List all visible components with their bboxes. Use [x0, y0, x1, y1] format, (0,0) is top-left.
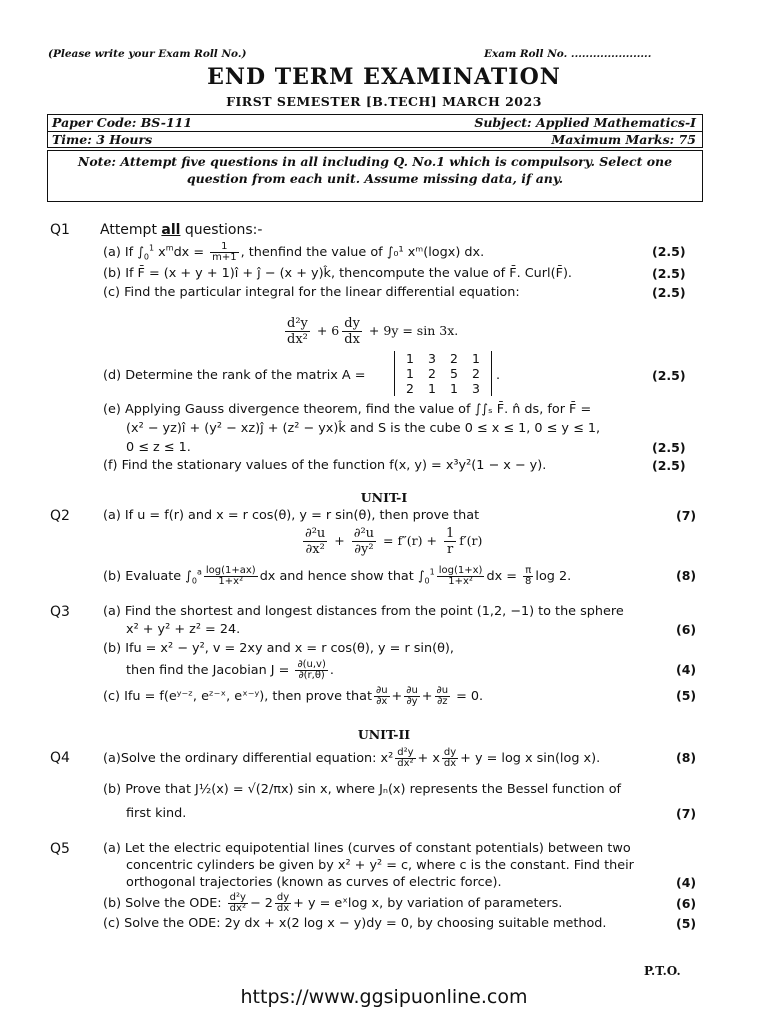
- matrix-row: [399, 351, 487, 366]
- time: Time: 3 Hours: [52, 132, 153, 147]
- q3a-marks: (6): [676, 622, 697, 637]
- q4b-line1: (b) Prove that J½(x) = √(2/πx) sin x, where Jₙ(x) represents the Bessel function of: [103, 782, 622, 797]
- q3b-line1: (b) Ifu = x² − y², v = 2xy and x = r cos(θ), y = r sin(θ),: [103, 641, 454, 656]
- matrix-cell: 3: [428, 351, 436, 366]
- q5b-marks: (6): [676, 896, 697, 911]
- q1-number: Q1: [50, 222, 70, 238]
- q3c: (c) Ifu = f(eʸ⁻ᶻ, eᶻ⁻ˣ, eˣ⁻ʸ), then prove that $\frac{\partial u}{\partial x}$ + $\frac{\partial u}{\partial y}$ + $\frac{\partial u}{\partial z}$ = 0.: [103, 685, 484, 707]
- q1e-marks: (2.5): [652, 440, 686, 455]
- website-url[interactable]: https://www.ggsipuonline.com: [240, 986, 528, 1008]
- matrix-cell: 1: [450, 381, 458, 396]
- q1f-marks: (2.5): [652, 458, 686, 473]
- q5b: (b) Solve the ODE: $\frac{\text{d²y}}{\text{dx²}}$ − 2 $\frac{dy}{dx}$ + y = eˣlog x, by variation of parameters.: [103, 892, 563, 914]
- q3a-line2: x² + y² + z² = 24.: [126, 622, 241, 637]
- matrix-cell: 1: [428, 381, 436, 396]
- q1a: (a) If $\int_0^1$ $x^mdx$ = $\frac{1}{m+1}$ , thenfind the value of ∫₀¹ xᵐ(logx) dx.: [103, 241, 485, 263]
- matrix-cell: 1: [472, 351, 480, 366]
- q3b-line2: then find the Jacobian J = $\frac{\partial(u,v)}{\partial(r,\theta)}$ .: [126, 659, 334, 681]
- matrix-cell: 2: [450, 351, 458, 366]
- q5a-line1: (a) Let the electric equipotential lines (curves of constant potentials) between two: [103, 841, 631, 856]
- q2b-marks: (8): [676, 568, 697, 583]
- q2-number: Q2: [50, 508, 70, 524]
- q4a: (a)Solve the ordinary differential equation: x² $\frac{\text{d²y}}{\text{dx²}}$ + x $\frac{dy}{dx}$ + y = log x sin(log x).: [103, 747, 601, 769]
- q5a-line2: concentric cylinders be given by x² + y² = c, where c is the constant. Find their: [126, 858, 634, 873]
- q2b: (b) Evaluate $\int_0^a$ $\frac{\log(1+ax)}{\text{1+x²}}$ dx and hence show that $\int_0^1$ $\frac{\log(1+x)}{\text{1+x²}}$ dx = $\frac{\pi}{8}$ log 2.: [103, 565, 572, 587]
- subject: Subject: Applied Mathematics-I: [474, 115, 696, 130]
- q5c-marks: (5): [676, 916, 697, 931]
- matrix-cell: 2: [428, 366, 436, 381]
- pto: P.T.O.: [644, 964, 681, 978]
- q2a-marks: (7): [676, 508, 697, 523]
- q1b-marks: (2.5): [652, 266, 686, 281]
- unit-1-heading: UNIT-I: [360, 490, 408, 505]
- q1e-line3: 0 ≤ z ≤ 1.: [126, 440, 191, 455]
- roll-label: Exam Roll No. ......................: [484, 48, 652, 60]
- q5a-marks: (4): [676, 875, 697, 890]
- q1f: (f) Find the stationary values of the function f(x, y) = x³y²(1 − x − y).: [103, 458, 547, 473]
- q5-number: Q5: [50, 841, 70, 857]
- q2a-equation: $\frac{\text{∂²u}}{\text{∂x²}}$ + $\frac{\text{∂²u}}{\text{∂y²}}$ = f″(r) + $\frac{1}{r}$ f′(r): [305, 526, 483, 557]
- q4b-line2: first kind.: [126, 806, 187, 821]
- matrix-cell: 2: [472, 366, 480, 381]
- matrix-row: [399, 366, 487, 381]
- q2a: (a) If u = f(r) and x = r cos(θ), y = r sin(θ), then prove that: [103, 508, 480, 523]
- q1d: (d) Determine the rank of the matrix A =: [103, 368, 366, 383]
- matrix-cell: 5: [450, 366, 458, 381]
- exam-subtitle: FIRST SEMESTER [B.TECH] MARCH 2023: [226, 94, 542, 109]
- matrix-cell: 3: [472, 381, 480, 396]
- q1a-marks: (2.5): [652, 244, 686, 259]
- roll-prompt: (Please write your Exam Roll No.): [48, 48, 247, 60]
- note-text: Note: Attempt five questions in all including Q. No.1 which is compulsory. Select one question from each unit. Assume missing data, if any.: [77, 154, 673, 186]
- q1c-equation: $\frac{\text{d²y}}{\text{dx²}}$ + 6 $\frac{dy}{dx}$ + 9y = sin 3x.: [287, 316, 459, 347]
- q4a-marks: (8): [676, 750, 697, 765]
- q5c: (c) Solve the ODE: 2y dx + x(2 log x − y)dy = 0, by choosing suitable method.: [103, 916, 607, 931]
- matrix-cell: 1: [406, 366, 414, 381]
- q1b: (b) If F̄ = (x + y + 1)î + ĵ − (x + y)k̂, thencompute the value of F̄. Curl(F̄).: [103, 266, 573, 281]
- matrix-row: [399, 381, 487, 396]
- q1c: (c) Find the particular integral for the linear differential equation:: [103, 285, 520, 300]
- matrix-cell: 2: [406, 381, 414, 396]
- q1e-line2: (x² − yz)î + (y² − xz)ĵ + (z² − yx)k̂ and S is the cube 0 ≤ x ≤ 1, 0 ≤ y ≤ 1,: [126, 421, 601, 436]
- q4b-marks: (7): [676, 806, 697, 821]
- paper-info-box: [47, 114, 703, 148]
- q1d-marks: (2.5): [652, 368, 686, 383]
- q1e-line1: (e) Applying Gauss divergence theorem, find the value of ∫∫ₛ F̄. n̂ ds, for F̄ =: [103, 402, 592, 417]
- q3a-line1: (a) Find the shortest and longest distances from the point (1,2, −1) to the sphere: [103, 604, 624, 619]
- q3c-marks: (5): [676, 688, 697, 703]
- q1c-marks: (2.5): [652, 285, 686, 300]
- q3b-marks: (4): [676, 662, 697, 677]
- q3-number: Q3: [50, 604, 70, 620]
- unit-2-heading: UNIT-II: [357, 727, 411, 742]
- note-box: [47, 150, 703, 202]
- q5a-line3: orthogonal trajectories (known as curves of electric force).: [126, 875, 502, 890]
- matrix-cell: 1: [406, 351, 414, 366]
- max-marks: Maximum Marks: 75: [551, 132, 696, 147]
- paper-code: Paper Code: BS-111: [52, 115, 193, 130]
- q1d-matrix: [394, 351, 492, 396]
- exam-title: END TERM EXAMINATION: [207, 64, 561, 90]
- q4-number: Q4: [50, 750, 70, 766]
- q1-intro: Attempt all questions:-: [100, 222, 263, 238]
- q1d-period: .: [496, 368, 501, 383]
